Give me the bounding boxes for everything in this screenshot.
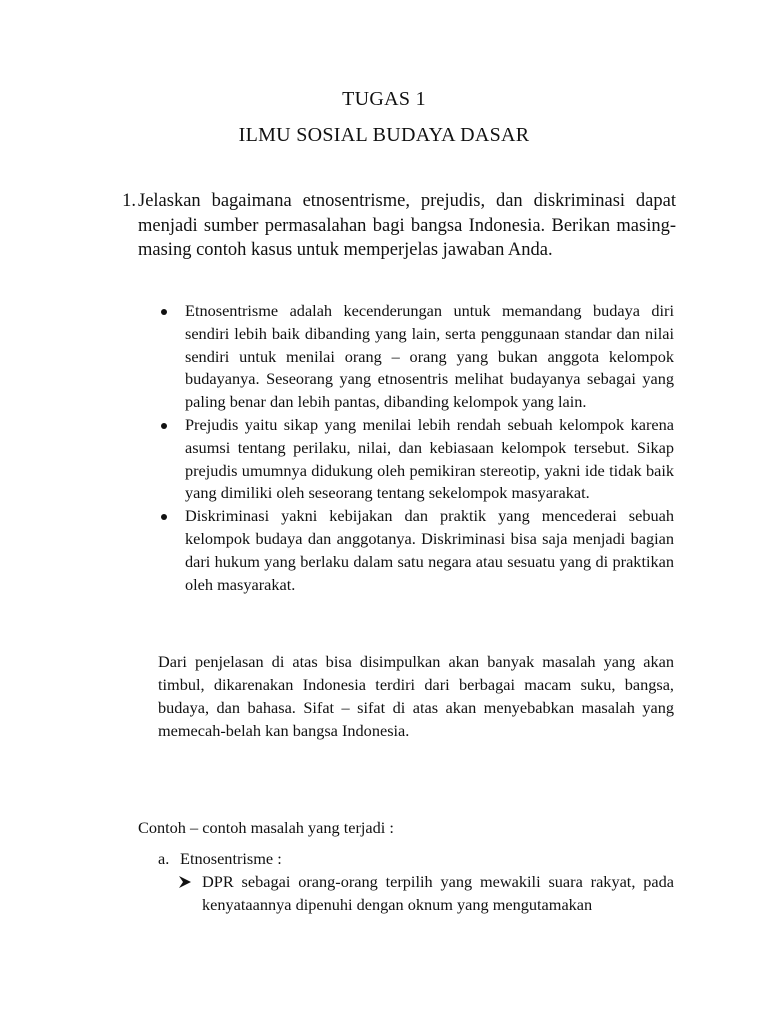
bullet-dot-icon: [161, 309, 167, 315]
bullet-prejudis: [158, 414, 674, 505]
example-a-item-text: DPR sebagai orang-orang terpilih yang mewakili suara rakyat, pada kenyataannya dipenuhi dengan oknum yang mengutamakan: [202, 872, 674, 914]
answer-bullet-list: [158, 300, 674, 596]
example-a-label: Etnosentrisme :: [180, 849, 282, 868]
bullet-text: Diskriminasi yakni kebijakan dan praktik yang mencederai sebuah kelompok budaya dan anggotanya. Diskriminasi bisa saja menjadi bagian dari hukum yang berlaku dalam satu negara atau sesuatu yang di praktikan oleh masyarakat.: [185, 506, 674, 594]
question-text: Jelaskan bagaimana etnosentrisme, prejudis, dan diskriminasi dapat menjadi sumber permasalahan bagi bangsa Indonesia. Berikan masing-masing contoh kasus untuk memperjelas jawaban Anda.: [138, 191, 676, 260]
question-1: [116, 189, 676, 263]
arrow-bullet-icon: [178, 875, 192, 889]
document-subtitle: ILMU SOSIAL BUDAYA DASAR: [238, 124, 530, 146]
example-a-heading: [158, 848, 282, 870]
bullet-dot-icon: [161, 514, 167, 520]
document-title: TUGAS 1: [342, 88, 426, 110]
examples-heading: Contoh – contoh masalah yang terjadi :: [138, 818, 394, 837]
bullet-etnosentrisme: [158, 300, 674, 414]
bullet-dot-icon: [161, 423, 167, 429]
bullet-text: Etnosentrisme adalah kecenderungan untuk memandang budaya diri sendiri lebih baik dibanding yang lain, serta penggunaan standar dan nilai sendiri untuk menilai orang – orang yang bukan anggota kelompok budayanya. Seseorang yang etnosentris melihat budayanya sebagai yang paling benar dan lebih pantas, dibanding kelompok yang lain.: [185, 301, 674, 412]
example-a-item: [178, 870, 674, 916]
bullet-text: Prejudis yaitu sikap yang menilai lebih rendah sebuah kelompok karena asumsi tentang perilaku, nilai, dan kebiasaan kelompok tersebut. Sikap prejudis umumnya didukung oleh pemikiran stereotip, yakni ide tidak baik yang dimiliki oleh seseorang tentang sekelompok masyarakat.: [185, 414, 674, 503]
list-letter: a.: [158, 849, 170, 868]
bullet-diskriminasi: [158, 505, 674, 596]
question-number: 1.: [122, 191, 136, 211]
conclusion-paragraph: Dari penjelasan di atas bisa disimpulkan akan banyak masalah yang akan timbul, dikarenakan Indonesia terdiri dari berbagai macam suku, bangsa, budaya, dan bahasa. Sifat – sifat di atas akan menyebabkan masalah yang memecah-belah kan bangsa Indonesia.: [158, 652, 674, 740]
